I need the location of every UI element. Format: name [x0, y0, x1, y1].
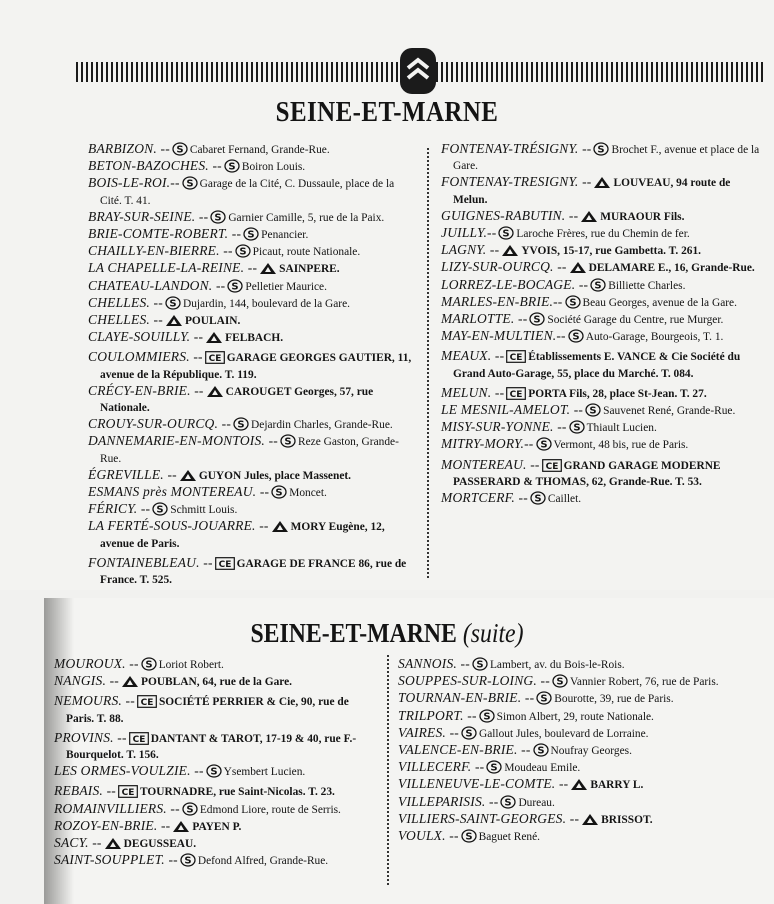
- directory-entry: [398, 742, 728, 759]
- garage-details: Auto-Garage, Bourgeois, T. 1.: [585, 331, 724, 344]
- garage-details: Reze Gaston, Grande-Rue.: [100, 436, 399, 465]
- circled-s-icon: [271, 485, 287, 499]
- directory-entry: [88, 416, 418, 433]
- svg-text:CE: CE: [509, 353, 523, 364]
- directory-entry: [441, 311, 766, 328]
- directory-entry: [88, 501, 418, 518]
- triangle-a-icon: [172, 820, 190, 833]
- town-name: NEMOURS. --: [54, 693, 135, 709]
- directory-entry: [398, 811, 728, 828]
- garage-details: LOUVEAU, 94 route de Melun.: [453, 177, 731, 206]
- circled-s-icon: [472, 657, 488, 671]
- garage-details: Penancier.: [261, 229, 309, 242]
- garage-details: Caillet.: [547, 493, 582, 506]
- circled-s-icon: [498, 226, 514, 240]
- directory-entry: [88, 484, 418, 501]
- town-name: MOUROUX. --: [54, 656, 139, 671]
- circled-s-icon: [529, 312, 545, 326]
- directory-entry: [88, 467, 418, 484]
- circled-s-icon: [593, 142, 609, 156]
- boxed-ce-icon: [137, 695, 157, 708]
- town-name: SACY. --: [54, 835, 102, 851]
- circled-s-icon: [235, 244, 251, 258]
- garage-details: TOURNADRE, rue Saint-Nicolas. T. 23.: [139, 786, 335, 799]
- town-name: VILLECERF. --: [398, 759, 485, 775]
- town-name: SAINT-SOUPPLET. --: [54, 852, 178, 868]
- boxed-ce-icon: [118, 785, 138, 798]
- town-name: BRIE-COMTE-ROBERT. --: [88, 226, 242, 242]
- circled-s-icon: [243, 227, 259, 241]
- triangle-a-icon: [593, 176, 611, 189]
- garage-details: SOCIÉTÉ PERRIER & Cie, 90, rue de Paris. T. 88.: [66, 696, 349, 725]
- svg-text:S: S: [186, 804, 194, 816]
- town-name: MEAUX. --: [441, 348, 505, 364]
- column-divider: [427, 148, 429, 578]
- directory-entry: [88, 518, 418, 551]
- directory-entry: [441, 385, 766, 402]
- circled-s-icon: [569, 420, 585, 434]
- svg-text:S: S: [176, 144, 184, 156]
- boxed-ce-icon: [542, 459, 562, 472]
- svg-text:CE: CE: [545, 461, 558, 472]
- circled-s-icon: [141, 657, 157, 671]
- directory-entry: [54, 693, 379, 726]
- svg-text:S: S: [539, 439, 548, 451]
- town-name: DANNEMARIE-EN-MONTOIS. --: [88, 433, 278, 449]
- town-name: GUIGNES-RABUTIN. --: [441, 207, 579, 223]
- circled-s-icon: [182, 176, 198, 190]
- circled-s-icon: [461, 829, 477, 843]
- garage-details: Beau Georges, avenue de la Gare.: [582, 296, 737, 309]
- directory-entry: [88, 329, 418, 346]
- svg-text:S: S: [572, 331, 580, 343]
- svg-text:S: S: [247, 229, 255, 241]
- town-name: CLAYE-SOUILLY. --: [88, 329, 204, 345]
- svg-text:S: S: [534, 493, 542, 505]
- directory-entry: [88, 243, 418, 260]
- garage-details: DEGUSSEAU.: [123, 838, 197, 851]
- svg-text:S: S: [597, 144, 606, 156]
- directory-entry: [88, 433, 418, 466]
- town-name: ROZOY-EN-BRIE. --: [54, 817, 171, 833]
- triangle-a-icon: [121, 675, 139, 688]
- directory-entry: [54, 835, 379, 852]
- garage-details: Defond Alfred, Grande-Rue.: [197, 855, 329, 868]
- town-name: MELUN. --: [441, 384, 505, 400]
- garage-details: Brochet F., avenue et place de la Gare.: [453, 144, 760, 173]
- circled-s-icon: [536, 437, 552, 451]
- circled-s-icon: [233, 417, 249, 431]
- page-title: SEINE-ET-MARNE: [275, 96, 499, 128]
- garage-details: Simon Albert, 29, route Nationale.: [496, 710, 654, 723]
- directory-entry: [441, 348, 766, 381]
- town-name: MITRY-MORY.--: [441, 436, 534, 452]
- directory-entry: [441, 328, 766, 345]
- garage-details: BRISSOT.: [601, 813, 653, 826]
- directory-entry: [398, 708, 728, 725]
- town-name: FONTENAY-TRESIGNY. --: [441, 174, 592, 190]
- garage-details: DANTANT & TAROT, 17-19 & 40, rue F.-Bourquelot. T. 156.: [66, 732, 357, 762]
- svg-text:S: S: [502, 228, 511, 240]
- town-name: FONTENAY-TRÉSIGNY. --: [441, 141, 592, 156]
- directory-entry: [88, 175, 418, 208]
- circled-s-icon: [182, 802, 198, 816]
- town-name: MONTEREAU. --: [441, 456, 540, 472]
- town-name: MARLES-EN-BRIE.--: [441, 293, 563, 309]
- boxed-ce-icon: [129, 732, 149, 745]
- garage-details: Pelletier Maurice.: [245, 280, 327, 293]
- town-name: CHELLES. --: [88, 312, 163, 328]
- column-divider-bottom: [387, 655, 389, 885]
- svg-text:CE: CE: [121, 788, 135, 799]
- svg-text:S: S: [465, 831, 473, 843]
- town-name: COULOMMIERS. --: [88, 349, 203, 365]
- circled-s-icon: [486, 760, 502, 774]
- directory-entry: [88, 383, 418, 416]
- column-top-left: [88, 141, 418, 588]
- triangle-a-icon: [570, 778, 588, 791]
- garage-details: Dejardin Charles, Grande-Rue.: [251, 419, 393, 432]
- garage-details: SAINPERE.: [279, 263, 340, 276]
- garage-details: FELBACH.: [225, 332, 284, 345]
- garage-details: PORTA Fils, 28, place St-Jean. T. 27.: [528, 387, 707, 400]
- svg-text:S: S: [465, 728, 473, 740]
- circled-s-icon: [180, 853, 196, 867]
- town-name: PROVINS. --: [54, 729, 127, 745]
- column-bottom-right: [398, 656, 728, 845]
- town-name: LAGNY. --: [441, 242, 500, 258]
- directory-entry: [441, 457, 766, 490]
- directory-entry: [398, 656, 728, 673]
- directory-entry: [54, 818, 379, 835]
- circled-s-icon: [565, 295, 581, 309]
- svg-text:S: S: [589, 405, 597, 417]
- directory-entry: [88, 295, 418, 312]
- garage-details: GUYON Jules, place Massenet.: [198, 469, 352, 482]
- town-name: FÉRICY. --: [88, 501, 151, 517]
- svg-text:S: S: [594, 280, 602, 292]
- circled-s-icon: [590, 278, 606, 292]
- directory-entry: [441, 259, 766, 276]
- directory-entry: [88, 226, 418, 243]
- garage-details: BARRY L.: [590, 779, 644, 792]
- town-name: MAY-EN-MULTIEN.--: [441, 328, 566, 344]
- directory-entry: [398, 828, 728, 845]
- citroen-emblem-icon: [398, 46, 438, 96]
- garage-details: YVOIS, 15-17, rue Gambetta. T. 261.: [521, 245, 702, 258]
- town-name: TRILPORT. --: [398, 707, 477, 723]
- garage-details: Dureau.: [518, 796, 555, 809]
- circled-s-icon: [461, 726, 477, 740]
- garage-details: GARAGE GEORGES GAUTIER, 11, avenue de la République. T. 119.: [100, 352, 412, 381]
- svg-text:S: S: [231, 281, 239, 293]
- town-name: VAIRES. --: [398, 724, 459, 740]
- svg-text:CE: CE: [218, 559, 232, 570]
- town-name: VILLENEUVE-LE-COMTE. --: [398, 776, 569, 792]
- garage-details: PAYEN P.: [192, 820, 242, 833]
- directory-entry: [398, 794, 728, 811]
- svg-text:CE: CE: [132, 734, 146, 745]
- svg-text:S: S: [228, 161, 236, 173]
- svg-text:S: S: [184, 855, 192, 867]
- garage-details: Garage de la Cité, C. Dussaule, place de la Cité. T. 41.: [100, 178, 395, 207]
- garage-details: Lambert, av. du Bois-le-Rois.: [489, 659, 625, 671]
- directory-entry: [398, 725, 728, 742]
- boxed-ce-icon: [215, 557, 235, 570]
- svg-text:S: S: [490, 762, 498, 774]
- svg-text:S: S: [476, 659, 484, 671]
- garage-details: Ysembert Lucien.: [223, 766, 306, 779]
- garage-details: Sauvenet René, Grande-Rue.: [603, 405, 736, 418]
- circled-s-icon: [206, 764, 222, 778]
- directory-entry: [54, 730, 379, 763]
- svg-text:CE: CE: [208, 354, 222, 365]
- directory-entry: [88, 260, 418, 277]
- town-name: BOIS-LE-ROI.--: [88, 175, 180, 191]
- town-name: LES ORMES-VOULZIE. --: [54, 763, 204, 779]
- directory-entry: [54, 783, 379, 800]
- svg-text:S: S: [533, 314, 542, 326]
- directory-entry: [441, 294, 766, 311]
- town-name: FONTAINEBLEAU. --: [88, 554, 213, 570]
- town-name: REBAIS. --: [54, 783, 116, 799]
- garage-details: Laroche Frères, rue du Chemin de fer.: [516, 228, 690, 241]
- garage-details: Vermont, 48 bis, rue de Paris.: [553, 439, 689, 452]
- directory-entry: [88, 312, 418, 329]
- garage-details: MORY Eugène, 12, avenue de Paris.: [100, 521, 385, 550]
- garage-details: POUBLAN, 64, rue de la Gare.: [141, 676, 293, 689]
- svg-text:S: S: [540, 693, 548, 705]
- town-name: VOULX. --: [398, 828, 459, 844]
- town-name: VILLEPARISIS. --: [398, 793, 499, 809]
- directory-entry: [88, 555, 418, 588]
- directory-entry: [398, 759, 728, 776]
- circled-s-icon: [227, 279, 243, 293]
- directory-entry: [54, 852, 379, 869]
- svg-text:S: S: [483, 711, 491, 723]
- town-name: MISY-SUR-YONNE. --: [441, 419, 567, 435]
- town-name: ROMAINVILLIERS. --: [54, 800, 180, 816]
- directory-entry: [441, 225, 766, 242]
- town-name: SOUPPES-SUR-LOING. --: [398, 673, 550, 689]
- town-name: VILLIERS-SAINT-GEORGES. --: [398, 810, 580, 826]
- boxed-ce-icon: [506, 387, 526, 400]
- triangle-a-icon: [501, 244, 519, 257]
- directory-entry: [441, 490, 766, 507]
- town-name: MORTCERF. --: [441, 490, 528, 506]
- circled-s-icon: [500, 795, 516, 809]
- directory-entry: [398, 690, 728, 707]
- town-name: LIZY-SUR-OURCQ. --: [441, 259, 567, 275]
- svg-text:S: S: [536, 745, 545, 757]
- triangle-a-icon: [179, 469, 197, 482]
- triangle-a-icon: [271, 520, 289, 533]
- circled-s-icon: [280, 434, 296, 448]
- svg-text:S: S: [145, 659, 153, 671]
- directory-entry: [54, 656, 379, 673]
- directory-entry: [441, 277, 766, 294]
- town-name: ESMANS près MONTEREAU. --: [88, 484, 270, 500]
- directory-entry: [88, 158, 418, 175]
- garage-details: Dujardin, 144, boulevard de la Gare.: [182, 297, 350, 310]
- directory-entry: [54, 801, 379, 818]
- directory-entry: [88, 209, 418, 226]
- town-name: TOURNAN-EN-BRIE. --: [398, 690, 535, 706]
- section-title-suite: [46, 618, 727, 649]
- town-name: ÉGREVILLE. --: [88, 466, 177, 482]
- triangle-a-icon: [206, 385, 224, 398]
- garage-details: Loriot Robert.: [158, 659, 224, 671]
- circled-s-icon: [585, 403, 601, 417]
- garage-details: GRAND GARAGE MODERNE PASSERARD & THOMAS, 62, Grande-Rue. T. 53.: [453, 459, 721, 488]
- town-name: VALENCE-EN-BRIE. --: [398, 742, 531, 758]
- triangle-a-icon: [581, 813, 599, 826]
- town-name: MARLOTTE. --: [441, 311, 528, 327]
- directory-entry: [441, 174, 766, 207]
- svg-text:S: S: [504, 797, 513, 809]
- garage-details: Établissements E. VANCE & Cie Société du Grand Auto-Garage, 55, place du Marché. T. 084.: [453, 351, 741, 380]
- triangle-a-icon: [205, 331, 223, 344]
- circled-s-icon: [533, 743, 549, 757]
- directory-entry: [441, 419, 766, 436]
- garage-details: Thiault Lucien.: [586, 422, 657, 435]
- svg-text:S: S: [186, 178, 194, 190]
- directory-entry: [441, 436, 766, 453]
- town-name: LE MESNIL-AMELOT. --: [441, 402, 584, 418]
- garage-details: Baguet René.: [478, 831, 541, 844]
- garage-details: Boiron Louis.: [241, 161, 306, 174]
- boxed-ce-icon: [506, 350, 526, 363]
- section-title-suffix: (suite): [462, 618, 524, 648]
- garage-details: Noufray Georges.: [550, 745, 632, 758]
- svg-text:S: S: [284, 436, 292, 448]
- town-name: LA CHAPELLE-LA-REINE. --: [88, 260, 258, 276]
- svg-text:CE: CE: [140, 698, 154, 709]
- town-name: BARBIZON. --: [88, 141, 170, 156]
- town-name: BRAY-SUR-SEINE. --: [88, 208, 209, 224]
- garage-details: MURAOUR Fils.: [600, 210, 685, 223]
- svg-text:S: S: [169, 298, 177, 310]
- boxed-ce-icon: [205, 351, 225, 364]
- svg-text:S: S: [237, 419, 245, 431]
- garage-details: Edmond Liore, route de Serris.: [199, 803, 341, 816]
- column-bottom-left: [54, 656, 379, 869]
- directory-entry: [88, 141, 418, 158]
- town-name: CHAILLY-EN-BIERRE. --: [88, 243, 233, 259]
- garage-details: Schmitt Louis.: [170, 504, 238, 517]
- garage-details: Garnier Camille, 5, rue de la Paix.: [228, 211, 385, 224]
- svg-text:S: S: [239, 246, 247, 258]
- garage-details: Cabaret Fernand, Grande-Rue.: [189, 144, 330, 156]
- circled-s-icon: [479, 709, 495, 723]
- garage-details: Société Garage du Centre, rue Murger.: [547, 314, 724, 327]
- column-top-right: [441, 141, 766, 507]
- garage-details: CAROUGET Georges, 57, rue Nationale.: [100, 385, 374, 415]
- town-name: LA FERTÉ-SOUS-JOUARRE. --: [88, 518, 269, 534]
- directory-entry: [88, 349, 418, 382]
- garage-details: Picaut, route Nationale.: [252, 246, 361, 259]
- svg-text:S: S: [556, 676, 564, 688]
- directory-entry: [54, 763, 379, 780]
- directory-entry: [441, 402, 766, 419]
- circled-s-icon: [152, 502, 168, 516]
- garage-details: GARAGE DE FRANCE 86, rue de France. T. 525.: [100, 557, 407, 587]
- garage-details: Bourotte, 39, rue de Paris.: [554, 693, 674, 706]
- directory-entry: [441, 208, 766, 225]
- svg-text:CE: CE: [509, 389, 523, 400]
- triangle-a-icon: [580, 210, 598, 223]
- svg-text:S: S: [210, 766, 218, 778]
- town-name: CHATEAU-LANDON. --: [88, 277, 226, 293]
- svg-text:S: S: [214, 212, 222, 224]
- town-name: LORREZ-LE-BOCAGE. --: [441, 276, 589, 292]
- town-name: CHELLES. --: [88, 294, 163, 310]
- section-title-main: SEINE-ET-MARNE: [250, 618, 457, 648]
- triangle-a-icon: [104, 837, 122, 850]
- circled-s-icon: [536, 691, 552, 705]
- circled-s-icon: [165, 296, 181, 310]
- svg-text:S: S: [156, 504, 164, 516]
- circled-s-icon: [530, 491, 546, 505]
- triangle-a-icon: [569, 261, 587, 274]
- town-name: CRÉCY-EN-BRIE. --: [88, 382, 204, 398]
- circled-s-icon: [552, 674, 568, 688]
- circled-s-icon: [210, 210, 226, 224]
- triangle-a-icon: [165, 314, 183, 327]
- directory-entry: [54, 673, 379, 690]
- svg-text:S: S: [275, 487, 283, 499]
- town-name: JUILLY.--: [441, 225, 497, 241]
- directory-entry: [441, 242, 766, 259]
- town-name: NANGIS. --: [54, 673, 119, 689]
- directory-entry: [398, 776, 728, 793]
- garage-details: Billiette Charles.: [608, 279, 686, 292]
- circled-s-icon: [224, 159, 240, 173]
- town-name: BETON-BAZOCHES. --: [88, 158, 222, 174]
- svg-text:S: S: [572, 422, 581, 434]
- circled-s-icon: [172, 142, 188, 156]
- garage-details: Gallout Jules, boulevard de Lorraine.: [478, 727, 649, 740]
- town-name: CROUY-SUR-OURCQ. --: [88, 416, 232, 432]
- svg-text:S: S: [568, 297, 577, 309]
- directory-entry: [88, 278, 418, 295]
- directory-entry: [398, 673, 728, 690]
- garage-details: Vannier Robert, 76, rue de Paris.: [569, 676, 719, 689]
- garage-details: Moncet.: [289, 487, 327, 500]
- garage-details: DELAMARE E., 16, Grande-Rue.: [588, 262, 755, 275]
- triangle-a-icon: [259, 262, 277, 275]
- circled-s-icon: [568, 329, 584, 343]
- garage-details: Moudeau Emile.: [504, 762, 581, 775]
- town-name: SANNOIS. --: [398, 656, 470, 671]
- directory-entry: [441, 141, 766, 174]
- garage-details: POULAIN.: [184, 315, 241, 328]
